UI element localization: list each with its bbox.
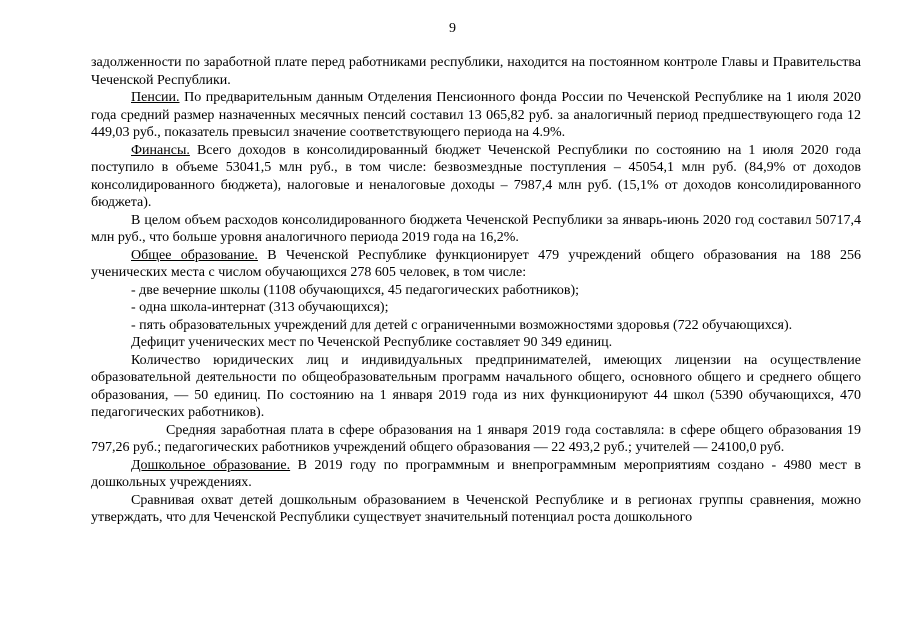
heading-pensions: Пенсии. bbox=[131, 90, 180, 105]
page-number: 9 bbox=[449, 21, 456, 36]
paragraph-licenses: Количество юридических лиц и индивидуальных предпринимателей, имеющих лицензии на осуществление образовательной деятельности по общеобразовательным программ начального общего, основного общего и среднего общего образования, — 50 единиц. По состоянию на 1 января 2019 года из них функционируют 44 школ (5390 обучающихся, 470 педагогических работников). bbox=[91, 352, 861, 420]
text-pensions: По предварительным данным Отделения Пенсионного фонда России по Чеченской Республике на 1 июля 2020 года средний размер назначенных месячных пенсий составил 13 065,82 руб. за аналогичный период предшествующего года 12 449,03 руб., показатель превысил значение соответствующего периода на 4.9%. bbox=[91, 90, 861, 140]
heading-finances: Финансы. bbox=[131, 142, 190, 158]
text-finances: Всего доходов в консолидированный бюджет Чеченской Республики по состоянию на 1 июля 2020 года поступило в объеме 53041,5 млн руб., в том числе: безвозмездные поступления – 45054,1 млн руб. (84,9% от доходов консолидированного бюджета), налоговые и неналоговые доходы – 7987,4 млн руб. (15,1% от доходов консолидированного бюджета). bbox=[91, 142, 861, 210]
list-item: - две вечерние школы (1108 обучающихся, 45 педагогических работников); bbox=[131, 282, 580, 298]
paragraph-general-education bbox=[91, 247, 861, 282]
heading-general-education: Общее образование. bbox=[131, 247, 258, 263]
paragraph-preschool bbox=[91, 457, 861, 492]
paragraph-salary-debt: задолженности по заработной плате перед работниками республики, находится на постоянном контроле Главы и Правительства Чеченской Республики. bbox=[91, 55, 861, 88]
text-general-education: В Чеченской Республике функционирует 479 учреждений общего образования на 188 256 ученических места с числом обучающихся 278 605 человек, в том числе: bbox=[91, 247, 861, 280]
paragraph-preschool-coverage: Сравнивая охват детей дошкольным образованием в Чеченской Республике и в регионах группы сравнения, можно утверждать, что для Чеченской Республики существует значительный потенциал роста дошкольного bbox=[91, 492, 861, 525]
paragraph-deficit: Дефицит ученических мест по Чеченской Республике составляет 90 349 единиц. bbox=[131, 335, 613, 350]
text-preschool: В 2019 году по программным и внепрограммным мероприятиям создано - 4980 мест в дошкольных учреждениях. bbox=[91, 457, 862, 490]
list-item: - пять образовательных учреждений для детей с ограниченными возможностями здоровья (722 обучающихся). bbox=[131, 317, 793, 333]
document-body bbox=[91, 54, 861, 527]
paragraph-expenses: В целом объем расходов консолидированного бюджета Чеченской Республики за январь-июнь 2020 год составил 50717,4 млн руб., что больше уровня аналогичного периода 2019 года на 16,2%. bbox=[91, 212, 861, 245]
list-item: - одна школа-интернат (313 обучающихся); bbox=[131, 300, 389, 315]
paragraph-pensions bbox=[91, 89, 861, 142]
paragraph-salary-education: Средняя заработная плата в сфере образования на 1 января 2019 года составляла: в сфере общего образования 19 797,26 руб.; педагогических работников учреждений общего образования — 22 493,2 руб.; учителей — 24100,0 руб. bbox=[91, 422, 861, 455]
paragraph-finances bbox=[91, 142, 861, 212]
heading-preschool: Дошкольное образование. bbox=[131, 457, 291, 473]
